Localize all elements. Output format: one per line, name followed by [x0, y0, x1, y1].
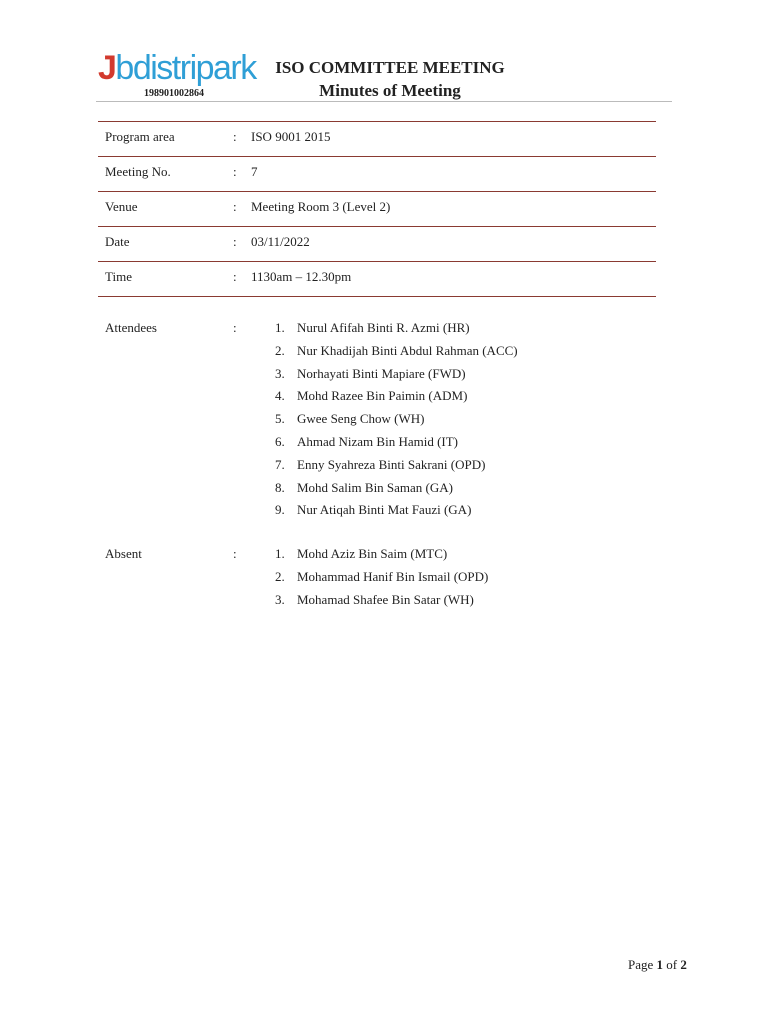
registration-number: 198901002864	[144, 88, 204, 99]
page-number	[628, 957, 687, 973]
document-title: ISO COMMITTEE MEETING	[275, 58, 505, 77]
list-item	[268, 502, 518, 525]
attendee-name: Nur Khadijah Binti Abdul Rahman (ACC)	[297, 342, 518, 358]
absent-name: Mohamad Shafee Bin Satar (WH)	[297, 591, 474, 607]
header-divider	[96, 101, 672, 102]
list-number: 2.	[275, 568, 285, 584]
info-value: 1130am – 12.30pm	[251, 269, 352, 284]
list-item	[268, 411, 518, 434]
info-value: 7	[251, 164, 258, 179]
list-item	[268, 457, 518, 480]
list-number: 1.	[275, 320, 285, 335]
absent-name: Mohd Aziz Bin Saim (MTC)	[297, 546, 448, 561]
info-label: Meeting No.	[105, 164, 171, 179]
info-colon: :	[233, 199, 237, 214]
info-label: Date	[105, 234, 130, 249]
list-item	[268, 480, 518, 503]
info-value: 03/11/2022	[251, 234, 310, 249]
attendees-colon: :	[233, 320, 237, 335]
attendees-label: Attendees	[105, 320, 157, 335]
info-row-meeting-no	[98, 157, 656, 192]
document-subtitle: Minutes of Meeting	[319, 81, 461, 100]
list-item	[268, 320, 518, 343]
info-colon: :	[233, 269, 237, 284]
list-number: 4.	[275, 388, 285, 404]
list-item	[268, 366, 518, 389]
info-row-time	[98, 262, 656, 297]
info-label: Time	[105, 269, 132, 284]
list-item	[268, 569, 488, 592]
list-item	[268, 546, 488, 569]
absent-label: Absent	[105, 546, 142, 561]
page-word: Page	[628, 957, 654, 972]
list-number: 6.	[275, 433, 285, 449]
list-item	[268, 434, 518, 457]
attendees-list	[268, 320, 518, 525]
attendee-name: Norhayati Binti Mapiare (FWD)	[297, 365, 466, 381]
info-label: Program area	[105, 129, 175, 144]
list-number: 9.	[275, 502, 285, 518]
list-number: 7.	[275, 456, 285, 472]
info-value: Meeting Room 3 (Level 2)	[251, 199, 391, 214]
list-item	[268, 592, 488, 615]
info-row-program-area	[98, 122, 656, 157]
list-item	[268, 388, 518, 411]
list-number: 5.	[275, 411, 285, 427]
logo-letters: bdistripark	[115, 49, 256, 87]
attendee-name: Nur Atiqah Binti Mat Fauzi (GA)	[297, 502, 472, 518]
attendee-name: Mohd Razee Bin Paimin (ADM)	[297, 388, 468, 404]
of-word: of	[666, 957, 678, 972]
current-page: 1	[656, 957, 664, 972]
absent-colon: :	[233, 546, 237, 561]
list-item	[268, 343, 518, 366]
info-colon: :	[233, 129, 237, 144]
attendee-name: Gwee Seng Chow (WH)	[297, 411, 425, 427]
info-label: Venue	[105, 199, 138, 214]
meeting-info-table	[98, 121, 656, 297]
list-number: 2.	[275, 342, 285, 358]
attendee-name: Mohd Salim Bin Saman (GA)	[297, 479, 453, 495]
logo-letter-j: J	[98, 49, 116, 87]
info-colon: :	[233, 234, 237, 249]
info-row-venue	[98, 192, 656, 227]
list-number: 8.	[275, 479, 285, 495]
attendee-name: Ahmad Nizam Bin Hamid (IT)	[297, 433, 459, 449]
info-colon: :	[233, 164, 237, 179]
attendee-name: Nurul Afifah Binti R. Azmi (HR)	[297, 320, 470, 335]
absent-name: Mohammad Hanif Bin Ismail (OPD)	[297, 568, 489, 584]
attendee-name: Enny Syahreza Binti Sakrani (OPD)	[297, 456, 486, 472]
absent-list	[268, 546, 488, 614]
info-row-date	[98, 227, 656, 262]
info-value: ISO 9001 2015	[251, 129, 331, 144]
list-number: 1.	[275, 546, 285, 561]
list-number: 3.	[275, 591, 285, 607]
total-pages: 2	[680, 957, 687, 972]
list-number: 3.	[275, 365, 285, 381]
